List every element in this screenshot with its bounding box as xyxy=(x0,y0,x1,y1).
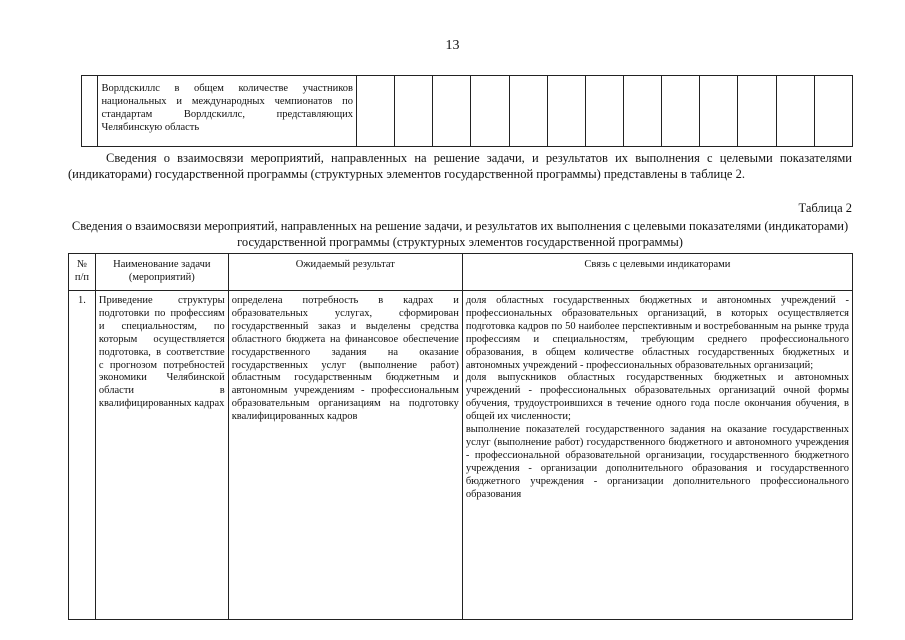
intro-paragraph: Сведения о взаимосвязи мероприятий, направленных на решение задачи, и результатов их выполнения с целевыми показателями (индикаторами) государственной программы (структурных элементов государственной программы) представлены в таблице 2. xyxy=(68,151,852,181)
header-link: Связь с целевыми индикаторами xyxy=(462,254,852,291)
table-cell xyxy=(662,76,700,147)
table-cell xyxy=(700,76,738,147)
table-cell xyxy=(585,76,623,147)
continuation-table xyxy=(81,75,853,147)
table-cell xyxy=(82,76,98,147)
indicator-name-cell: Ворлдскиллс в общем количестве участников национальных и международных чемпионатов по стандартам Ворлдскиллс, представляющих Челябинскую область xyxy=(98,76,357,147)
table-header-row xyxy=(69,254,853,291)
header-num: № п/п xyxy=(69,254,96,291)
row-num: 1. xyxy=(69,291,96,620)
table-cell xyxy=(547,76,585,147)
header-result: Ожидаемый результат xyxy=(228,254,462,291)
table-title: Сведения о взаимосвязи мероприятий, направленных на решение задачи, и результатов их выполнения с целевыми показателями (индикаторами) государственной программы (структурных элементов государственной программы) xyxy=(71,219,849,249)
table-cell xyxy=(357,76,395,147)
table-cell xyxy=(776,76,814,147)
header-task: Наименование задачи (мероприятий) xyxy=(95,254,228,291)
table-row xyxy=(82,76,853,147)
table-cell xyxy=(738,76,776,147)
table-cell xyxy=(433,76,471,147)
row-result: определена потребность в кадрах и образовательных услугах, сформирован государственный заказ и выделены средства областного бюджета на финансовое обеспечение государственного задания на оказание государственных услуг (выполнение работ) областным государственным бюджетным и автономным учреждениям - профессиональным образовательным организациям на подготовку квалифицированных кадров xyxy=(228,291,462,620)
row-task: Приведение структуры подготовки по профессиям и специальностям, по которым осуществляется подготовка, в соответствие с прогнозом потребностей экономики Челябинской области в квалифицированных кадрах xyxy=(95,291,228,620)
page-number: 13 xyxy=(445,38,460,53)
table-label: Таблица 2 xyxy=(798,201,852,215)
indicator-item: доля выпускников областных государственных бюджетных и автономных учреждений - профессиональных образовательных организаций очной формы обучения, трудоустроившихся в течение одного года после окончания обучения, в общей их численности; xyxy=(465,372,849,423)
table-cell xyxy=(814,76,852,147)
row-link xyxy=(462,291,852,620)
indicator-item: доля областных государственных бюджетных и автономных учреждений - профессиональных образовательных организаций, в которых осуществляется подготовка кадров по 50 наиболее перспективным и востребованным на рынке труда профессиям и специальностям, требующим среднего профессионального образования, в общем количестве областных государственных бюджетных и автономных учреждений - профессиональных образовательных организаций; xyxy=(465,295,849,371)
table-row xyxy=(69,291,853,620)
table-cell xyxy=(509,76,547,147)
table-cell xyxy=(395,76,433,147)
table-cell xyxy=(624,76,662,147)
linkage-table xyxy=(68,253,853,620)
indicator-item: выполнение показателей государственного задания на оказание государственных услуг (выполнение работ) государственного бюджетного и автономного учреждения - профессиональной образовательной организации, государственного бюджетного учреждения - организации дополнительного образования и государственного бюджетного учреждения - организации дополнительного профессионального образования xyxy=(465,424,849,500)
table-cell xyxy=(471,76,509,147)
